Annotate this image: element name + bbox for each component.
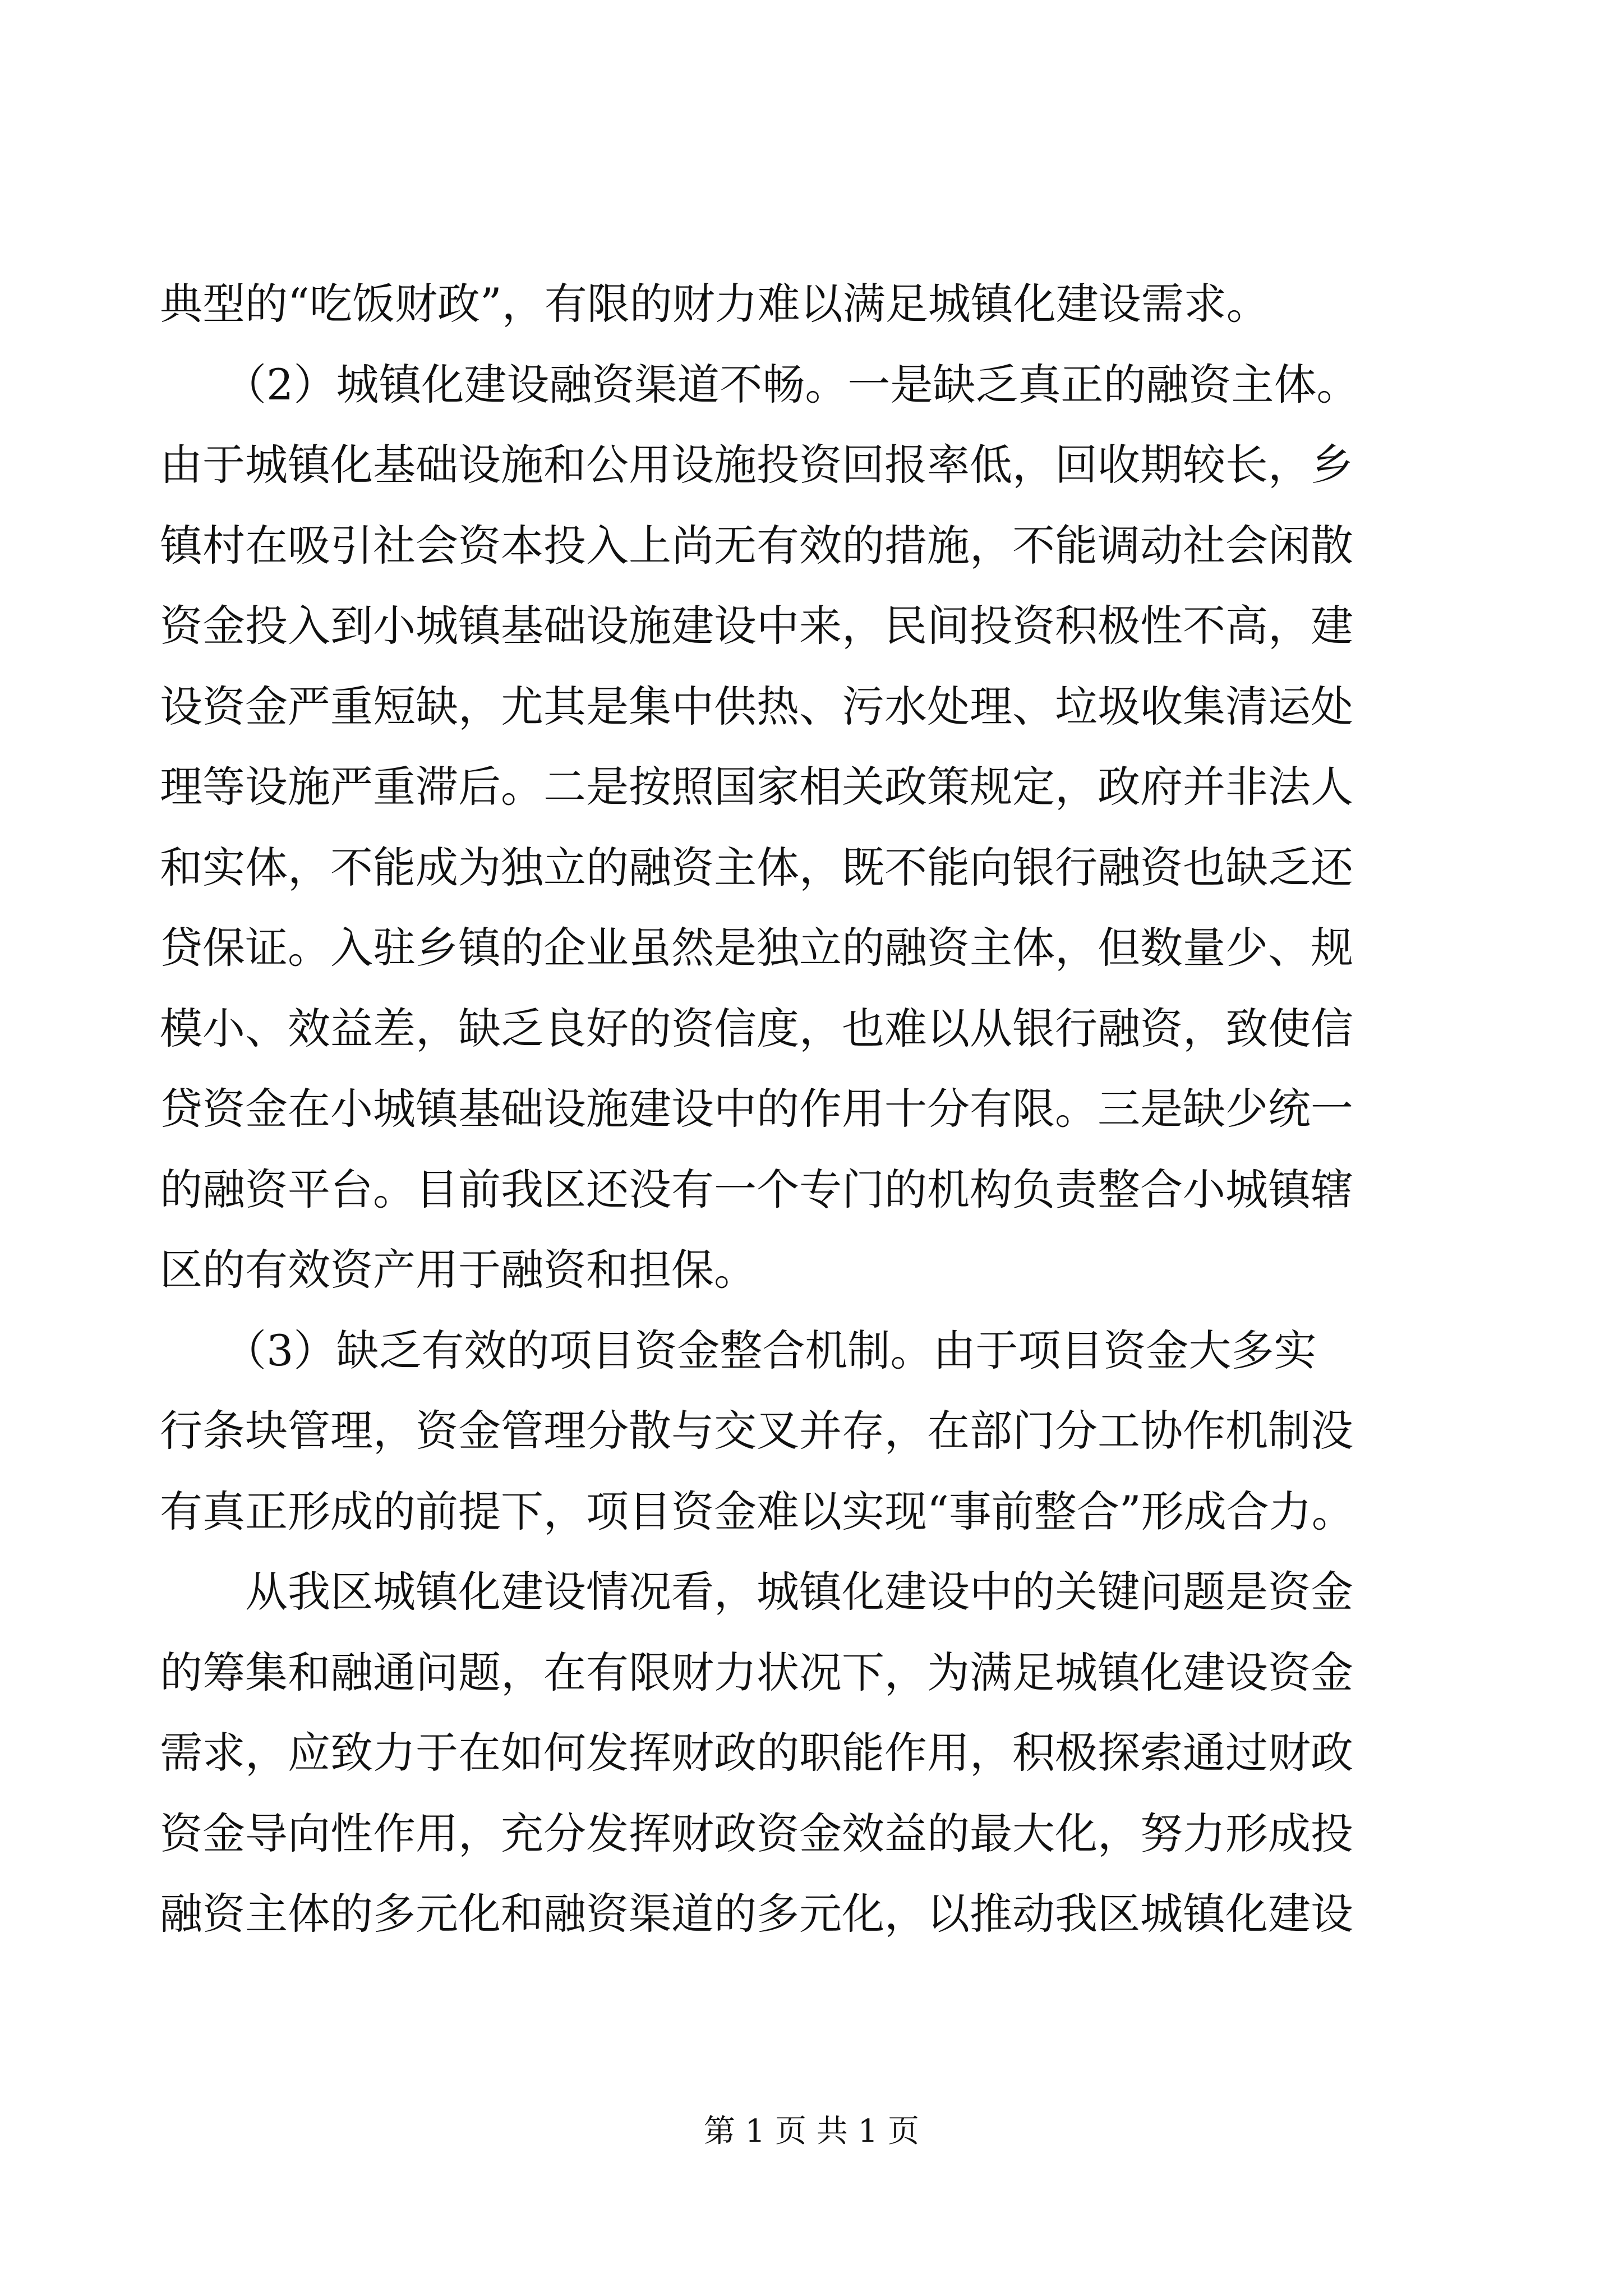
text-line: 从我区城镇化建设情况看，城镇化建设中的关键问题是资金 xyxy=(160,1567,1353,1617)
text-line: 典型的“吃饭财政”，有限的财力难以满足城镇化建设需求。 xyxy=(160,279,1269,329)
text-line: 贷保证。入驻乡镇的企业虽然是独立的融资主体，但数量少、规 xyxy=(160,923,1353,973)
text-line: 有真正形成的前提下，项目资金难以实现“事前整合”形成合力。 xyxy=(160,1486,1354,1536)
text-line: 的融资平台。目前我区还没有一个专门的机构负责整合小城镇辖 xyxy=(160,1164,1353,1214)
text-line: 由于城镇化基础设施和公用设施投资回报率低，回收期较长，乡 xyxy=(160,440,1353,490)
text-line: 和实体，不能成为独立的融资主体，既不能向银行融资也缺乏还 xyxy=(160,842,1353,892)
text-line: 行条块管理，资金管理分散与交叉并存，在部门分工协作机制没 xyxy=(160,1406,1353,1456)
text-line: （3）缺乏有效的项目资金整合机制。由于项目资金大多实 xyxy=(160,1325,1317,1375)
body-text xyxy=(160,264,1427,1954)
text-line: 资金导向性作用，充分发挥财政资金效益的最大化，努力形成投 xyxy=(160,1808,1353,1858)
text-line: 理等设施严重滞后。二是按照国家相关政策规定，政府并非法人 xyxy=(160,762,1353,812)
text-line: 设资金严重短缺，尤其是集中供热、污水处理、垃圾收集清运处 xyxy=(160,681,1353,731)
text-line: 模小、效益差，缺乏良好的资信度，也难以从银行融资，致使信 xyxy=(160,1003,1353,1053)
text-line: 贷资金在小城镇基础设施建设中的作用十分有限。三是缺少统一 xyxy=(160,1084,1353,1134)
text-line: 区的有效资产用于融资和担保。 xyxy=(160,1245,757,1295)
text-line: 融资主体的多元化和融资渠道的多元化，以推动我区城镇化建设 xyxy=(160,1889,1353,1939)
text-line: 的筹集和融通问题，在有限财力状况下，为满足城镇化建设资金 xyxy=(160,1647,1353,1697)
page-footer: 第 1 页 共 1 页 xyxy=(703,2113,920,2150)
text-line: 镇村在吸引社会资本投入上尚无有效的措施，不能调动社会闲散 xyxy=(160,520,1353,570)
text-line: 需求，应致力于在如何发挥财政的职能作用，积极探索通过财政 xyxy=(160,1728,1353,1778)
text-line: 资金投入到小城镇基础设施建设中来，民间投资积极性不高，建 xyxy=(160,601,1353,651)
text-line: （2）城镇化建设融资渠道不畅。一是缺乏真正的融资主体。 xyxy=(160,359,1359,409)
